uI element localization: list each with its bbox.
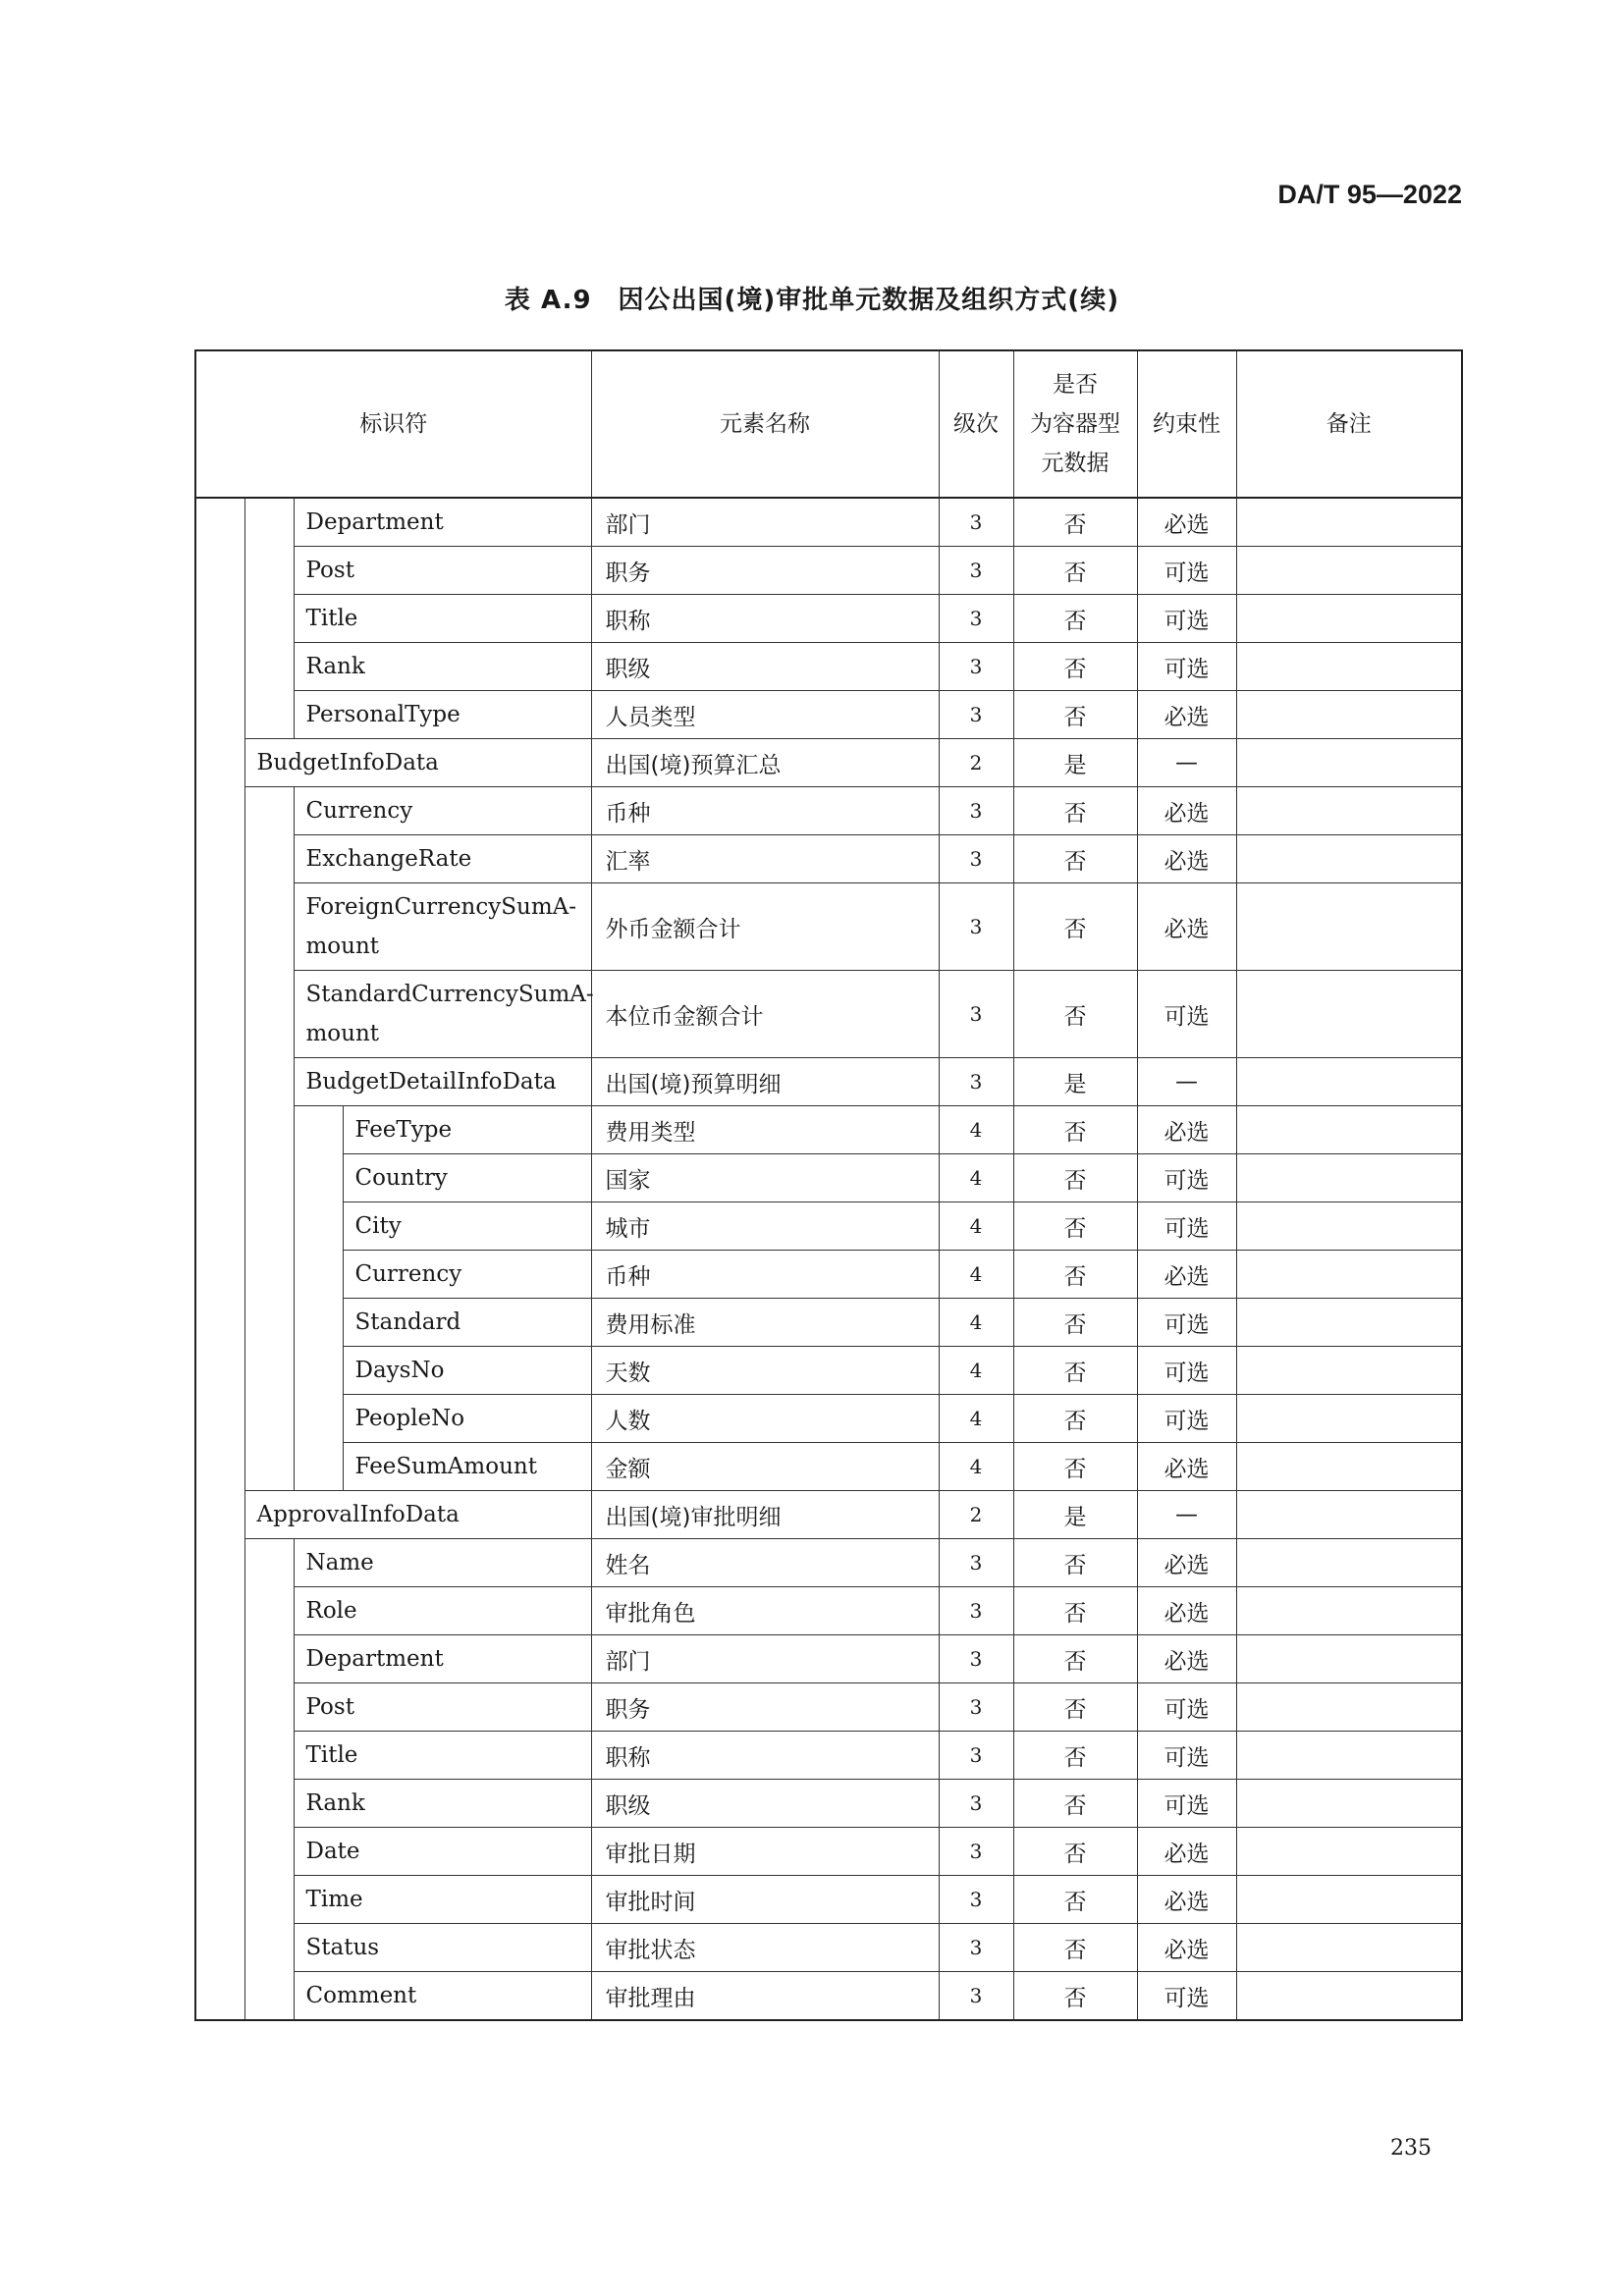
indent-cell [195,595,244,643]
indent-cell [195,1539,244,1587]
table-row [195,1154,1462,1202]
identifier-cell: Title [294,1732,591,1780]
indent-cell [244,1299,294,1347]
level-cell: 3 [939,547,1013,595]
constraint-cell: 可选 [1137,1972,1236,2021]
table-row [195,1058,1462,1106]
level-cell: 4 [939,1251,1013,1299]
indent-cell [244,835,294,883]
table-row [195,1732,1462,1780]
note-cell [1236,1683,1462,1732]
note-cell [1236,1395,1462,1443]
indent-cell [244,1732,294,1780]
indent-cell [294,1299,343,1347]
indent-cell [195,1299,244,1347]
level-cell: 3 [939,595,1013,643]
note-cell [1236,787,1462,835]
note-cell [1236,595,1462,643]
identifier-cell: StandardCurrencySumA- mount [294,971,591,1058]
indent-cell [195,691,244,739]
indent-cell [195,1828,244,1876]
indent-cell [195,1106,244,1154]
identifier-cell: Currency [294,787,591,835]
container-cell: 否 [1013,883,1137,971]
indent-cell [195,1876,244,1924]
table-row [195,1587,1462,1635]
header-row [195,350,1462,498]
indent-cell [195,1732,244,1780]
indent-cell [195,1780,244,1828]
indent-cell [244,547,294,595]
level-cell: 3 [939,1732,1013,1780]
level-cell: 3 [939,1683,1013,1732]
level-cell: 4 [939,1347,1013,1395]
indent-cell [195,1491,244,1539]
constraint-cell: 必选 [1137,1443,1236,1491]
constraint-cell: 必选 [1137,1924,1236,1972]
constraint-cell: 必选 [1137,787,1236,835]
level-cell: 3 [939,1635,1013,1683]
level-cell: 4 [939,1443,1013,1491]
identifier-cell: Rank [294,1780,591,1828]
container-cell: 否 [1013,1876,1137,1924]
element-name-cell: 天数 [591,1347,939,1395]
indent-cell [195,1972,244,2021]
element-name-cell: 外币金额合计 [591,883,939,971]
table-row [195,1683,1462,1732]
col-header-element-name: 元素名称 [591,350,939,498]
identifier-cell: Department [294,498,591,547]
indent-cell [244,1683,294,1732]
level-cell: 4 [939,1154,1013,1202]
note-cell [1236,691,1462,739]
constraint-cell: 必选 [1137,835,1236,883]
element-name-cell: 职务 [591,1683,939,1732]
identifier-cell: Country [343,1154,591,1202]
container-cell: 否 [1013,1443,1137,1491]
note-cell [1236,1106,1462,1154]
indent-cell [244,1202,294,1251]
identifier-cell: Post [294,547,591,595]
element-name-cell: 费用类型 [591,1106,939,1154]
indent-cell [195,643,244,691]
element-name-cell: 人员类型 [591,691,939,739]
table-row [195,1106,1462,1154]
constraint-cell: 必选 [1137,1539,1236,1587]
element-name-cell: 职级 [591,1780,939,1828]
indent-cell [244,498,294,547]
element-name-cell: 审批状态 [591,1924,939,1972]
level-cell: 3 [939,691,1013,739]
metadata-table [194,349,1463,2021]
table-row [195,691,1462,739]
note-cell [1236,1058,1462,1106]
element-name-cell: 职称 [591,1732,939,1780]
note-cell [1236,1443,1462,1491]
table-row [195,1539,1462,1587]
level-cell: 3 [939,1876,1013,1924]
indent-cell [294,1106,343,1154]
note-cell [1236,1154,1462,1202]
indent-cell [244,1924,294,1972]
identifier-cell: Time [294,1876,591,1924]
identifier-cell: Role [294,1587,591,1635]
container-cell: 是 [1013,1058,1137,1106]
constraint-cell: 必选 [1137,1635,1236,1683]
container-cell: 否 [1013,1202,1137,1251]
identifier-cell: ExchangeRate [294,835,591,883]
indent-cell [195,883,244,971]
container-cell: 否 [1013,787,1137,835]
container-cell: 否 [1013,1395,1137,1443]
identifier-cell: PersonalType [294,691,591,739]
container-cell: 否 [1013,1972,1137,2021]
element-name-cell: 职称 [591,595,939,643]
element-name-cell: 费用标准 [591,1299,939,1347]
table-row [195,739,1462,787]
identifier-cell: Standard [343,1299,591,1347]
constraint-cell: 必选 [1137,1587,1236,1635]
element-name-cell: 金额 [591,1443,939,1491]
element-name-cell: 姓名 [591,1539,939,1587]
indent-cell [244,691,294,739]
identifier-cell: Name [294,1539,591,1587]
level-cell: 4 [939,1395,1013,1443]
note-cell [1236,883,1462,971]
indent-cell [195,1347,244,1395]
note-cell [1236,1732,1462,1780]
element-name-cell: 人数 [591,1395,939,1443]
indent-cell [244,643,294,691]
note-cell [1236,1587,1462,1635]
container-cell: 否 [1013,1780,1137,1828]
level-cell: 3 [939,787,1013,835]
constraint-cell: — [1137,1491,1236,1539]
indent-cell [195,1154,244,1202]
indent-cell [294,1251,343,1299]
element-name-cell: 部门 [591,1635,939,1683]
identifier-cell: FeeSumAmount [343,1443,591,1491]
table-row [195,1780,1462,1828]
note-cell [1236,1876,1462,1924]
identifier-cell: Department [294,1635,591,1683]
indent-cell [244,787,294,835]
container-cell: 否 [1013,1924,1137,1972]
note-cell [1236,1251,1462,1299]
table-row [195,835,1462,883]
constraint-cell: 可选 [1137,1347,1236,1395]
constraint-cell: 必选 [1137,1106,1236,1154]
table-row [195,1972,1462,2021]
level-cell: 2 [939,739,1013,787]
indent-cell [244,1443,294,1491]
constraint-cell: — [1137,739,1236,787]
indent-cell [244,1876,294,1924]
indent-cell [195,1443,244,1491]
container-cell: 否 [1013,1732,1137,1780]
indent-cell [195,498,244,547]
indent-cell [244,1587,294,1635]
indent-cell [195,1058,244,1106]
indent-cell [195,1635,244,1683]
note-cell [1236,739,1462,787]
container-cell: 否 [1013,1347,1137,1395]
container-cell: 否 [1013,1539,1137,1587]
note-cell [1236,547,1462,595]
note-cell [1236,1972,1462,2021]
element-name-cell: 国家 [591,1154,939,1202]
indent-cell [195,1251,244,1299]
indent-cell [195,971,244,1058]
note-cell [1236,1299,1462,1347]
indent-cell [294,1154,343,1202]
level-cell: 3 [939,1058,1013,1106]
indent-cell [195,787,244,835]
note-cell [1236,1202,1462,1251]
indent-cell [244,971,294,1058]
table-row [195,643,1462,691]
container-cell: 否 [1013,1299,1137,1347]
constraint-cell: 可选 [1137,547,1236,595]
indent-cell [195,547,244,595]
element-name-cell: 本位币金额合计 [591,971,939,1058]
indent-cell [244,1058,294,1106]
element-name-cell: 审批时间 [591,1876,939,1924]
level-cell: 4 [939,1106,1013,1154]
container-cell: 否 [1013,547,1137,595]
constraint-cell: 可选 [1137,1732,1236,1780]
level-cell: 3 [939,498,1013,547]
note-cell [1236,1539,1462,1587]
container-cell: 是 [1013,1491,1137,1539]
level-cell: 3 [939,1587,1013,1635]
identifier-cell: Currency [343,1251,591,1299]
indent-cell [195,1587,244,1635]
indent-cell [244,1395,294,1443]
table-row [195,971,1462,1058]
constraint-cell: — [1137,1058,1236,1106]
note-cell [1236,498,1462,547]
level-cell: 3 [939,883,1013,971]
element-name-cell: 币种 [591,1251,939,1299]
level-cell: 3 [939,1780,1013,1828]
element-name-cell: 出国(境)预算汇总 [591,739,939,787]
container-cell: 否 [1013,1106,1137,1154]
table-row [195,1251,1462,1299]
page-number: 235 [1390,2136,1432,2161]
constraint-cell: 可选 [1137,643,1236,691]
table-row [195,547,1462,595]
indent-cell [244,883,294,971]
indent-cell [195,835,244,883]
container-cell: 否 [1013,595,1137,643]
table-row [195,595,1462,643]
constraint-cell: 可选 [1137,595,1236,643]
table-row [195,883,1462,971]
constraint-cell: 必选 [1137,1251,1236,1299]
identifier-cell: ApprovalInfoData [244,1491,591,1539]
col-header-note: 备注 [1236,350,1462,498]
element-name-cell: 职务 [591,547,939,595]
table-row [195,1828,1462,1876]
indent-cell [195,1924,244,1972]
indent-cell [294,1443,343,1491]
identifier-cell: PeopleNo [343,1395,591,1443]
table-row [195,1443,1462,1491]
container-cell: 否 [1013,835,1137,883]
level-cell: 2 [939,1491,1013,1539]
col-header-identifier: 标识符 [195,350,591,498]
col-header-container: 是否 为容器型 元数据 [1013,350,1137,498]
identifier-cell: Post [294,1683,591,1732]
note-cell [1236,1828,1462,1876]
element-name-cell: 出国(境)审批明细 [591,1491,939,1539]
identifier-cell: Comment [294,1972,591,2021]
level-cell: 3 [939,1924,1013,1972]
container-cell: 否 [1013,971,1137,1058]
identifier-cell: BudgetDetailInfoData [294,1058,591,1106]
constraint-cell: 可选 [1137,971,1236,1058]
indent-cell [244,1828,294,1876]
identifier-cell: DaysNo [343,1347,591,1395]
constraint-cell: 可选 [1137,1154,1236,1202]
identifier-cell: FeeType [343,1106,591,1154]
container-cell: 否 [1013,1251,1137,1299]
constraint-cell: 必选 [1137,498,1236,547]
container-cell: 否 [1013,1683,1137,1732]
element-name-cell: 审批理由 [591,1972,939,2021]
identifier-cell: Title [294,595,591,643]
col-header-level: 级次 [939,350,1013,498]
level-cell: 3 [939,835,1013,883]
indent-cell [195,1395,244,1443]
indent-cell [244,1635,294,1683]
level-cell: 3 [939,1828,1013,1876]
table-body [195,498,1462,2020]
indent-cell [244,1780,294,1828]
indent-cell [244,1972,294,2021]
indent-cell [244,1347,294,1395]
table-row [195,787,1462,835]
level-cell: 4 [939,1202,1013,1251]
level-cell: 3 [939,1539,1013,1587]
constraint-cell: 可选 [1137,1683,1236,1732]
indent-cell [195,739,244,787]
element-name-cell: 审批日期 [591,1828,939,1876]
metadata-table-frame [194,349,1461,2021]
table-row [195,1202,1462,1251]
standard-code: DA/T 95—2022 [1277,180,1462,209]
note-cell [1236,1780,1462,1828]
note-cell [1236,643,1462,691]
indent-cell [244,595,294,643]
level-cell: 3 [939,1972,1013,2021]
table-row [195,1924,1462,1972]
constraint-cell: 可选 [1137,1780,1236,1828]
table-row [195,1491,1462,1539]
note-cell [1236,1491,1462,1539]
table-row [195,1299,1462,1347]
element-name-cell: 汇率 [591,835,939,883]
table-row [195,1347,1462,1395]
constraint-cell: 可选 [1137,1299,1236,1347]
note-cell [1236,835,1462,883]
identifier-cell: Rank [294,643,591,691]
level-cell: 3 [939,971,1013,1058]
constraint-cell: 必选 [1137,1828,1236,1876]
element-name-cell: 城市 [591,1202,939,1251]
identifier-cell: ForeignCurrencySumA- mount [294,883,591,971]
indent-cell [294,1202,343,1251]
element-name-cell: 出国(境)预算明细 [591,1058,939,1106]
container-cell: 否 [1013,1154,1137,1202]
indent-cell [244,1154,294,1202]
level-cell: 4 [939,1299,1013,1347]
constraint-cell: 必选 [1137,1876,1236,1924]
table-row [195,1876,1462,1924]
note-cell [1236,1347,1462,1395]
indent-cell [195,1683,244,1732]
constraint-cell: 可选 [1137,1202,1236,1251]
element-name-cell: 币种 [591,787,939,835]
identifier-cell: BudgetInfoData [244,739,591,787]
element-name-cell: 部门 [591,498,939,547]
constraint-cell: 必选 [1137,691,1236,739]
container-cell: 否 [1013,643,1137,691]
identifier-cell: City [343,1202,591,1251]
indent-cell [244,1539,294,1587]
indent-cell [195,1202,244,1251]
identifier-cell: Status [294,1924,591,1972]
note-cell [1236,971,1462,1058]
container-cell: 否 [1013,691,1137,739]
table-row [195,1635,1462,1683]
indent-cell [244,1251,294,1299]
table-row [195,1395,1462,1443]
container-cell: 否 [1013,1587,1137,1635]
constraint-cell: 必选 [1137,883,1236,971]
constraint-cell: 可选 [1137,1395,1236,1443]
element-name-cell: 职级 [591,643,939,691]
col-header-constraint: 约束性 [1137,350,1236,498]
indent-cell [294,1395,343,1443]
indent-cell [294,1347,343,1395]
table-row [195,498,1462,547]
container-cell: 否 [1013,498,1137,547]
container-cell: 否 [1013,1635,1137,1683]
container-cell: 是 [1013,739,1137,787]
indent-cell [244,1106,294,1154]
container-cell: 否 [1013,1828,1137,1876]
table-title: 表 A.9 因公出国(境)审批单元数据及组织方式(续) [504,286,1120,315]
note-cell [1236,1924,1462,1972]
element-name-cell: 审批角色 [591,1587,939,1635]
note-cell [1236,1635,1462,1683]
identifier-cell: Date [294,1828,591,1876]
level-cell: 3 [939,643,1013,691]
